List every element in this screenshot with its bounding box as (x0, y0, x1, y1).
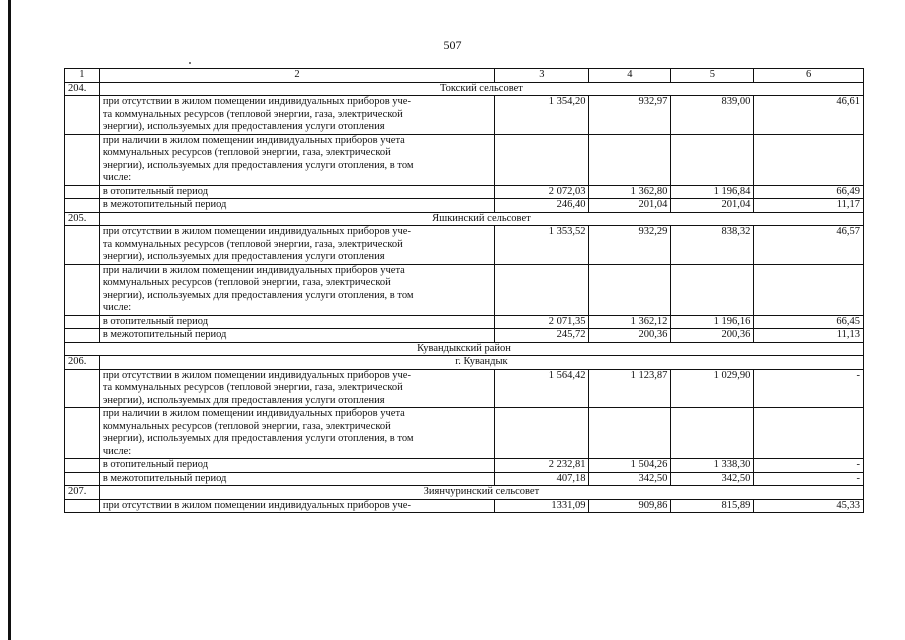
value-cell-col4: 932,29 (589, 226, 671, 265)
value-cell-col5: 839,00 (671, 96, 754, 135)
value-cell-col4: 909,86 (589, 499, 671, 513)
value-cell-col3: 1331,09 (495, 499, 589, 513)
text-line: числе: (102, 302, 132, 313)
empty-value-cell (589, 264, 671, 315)
text-line: при наличии в жилом помещении индивидуальных приборов учета (102, 134, 405, 146)
description-with-meters (99, 264, 494, 315)
section-name: Токский сельсовет (99, 82, 863, 96)
value-cell-col6: 45,33 (754, 499, 864, 513)
empty-value-cell (671, 408, 754, 459)
scan-speck (189, 62, 191, 64)
tariff-table (64, 68, 864, 513)
value-cell-col6: 46,61 (754, 96, 864, 135)
value-cell-col5: 1 029,90 (671, 369, 754, 408)
description-without-meters (99, 226, 494, 265)
empty-value-cell (495, 264, 589, 315)
value-cell-col5: 342,50 (671, 472, 754, 486)
heating-period-label: в отопительный период (99, 315, 494, 329)
text-line: при отсутствии в жилом помещении индивидуальных приборов уче- (102, 369, 411, 381)
empty-number-cell (65, 185, 100, 199)
value-cell-col6: 11,17 (754, 199, 864, 213)
value-cell-col3: 1 354,20 (495, 96, 589, 135)
description-without-meters (99, 369, 494, 408)
column-number-header (65, 69, 864, 83)
empty-value-cell (495, 408, 589, 459)
value-cell-col4: 1 504,26 (589, 459, 671, 473)
section-number: 205. (65, 212, 100, 226)
table-body (65, 69, 864, 513)
empty-value-cell (671, 264, 754, 315)
section-header-row (65, 486, 864, 500)
description-without-meters (99, 96, 494, 135)
value-cell-col5: 1 196,84 (671, 185, 754, 199)
row-with-meters (65, 408, 864, 459)
text-line: коммунальных ресурсов (тепловой энергии, газа, электрической (102, 420, 391, 432)
description-with-meters (99, 408, 494, 459)
value-cell-col5: 1 196,16 (671, 315, 754, 329)
empty-number-cell (65, 264, 100, 315)
section-number: 204. (65, 82, 100, 96)
empty-value-cell (754, 264, 864, 315)
empty-number-cell (65, 315, 100, 329)
column-number-1: 1 (65, 69, 100, 83)
text-line: при наличии в жилом помещении индивидуальных приборов учета (102, 264, 405, 276)
binding-margin-rule (8, 0, 11, 640)
heating-period-label: в отопительный период (99, 459, 494, 473)
value-cell-col3: 407,18 (495, 472, 589, 486)
value-cell-col6: - (754, 472, 864, 486)
empty-value-cell (495, 134, 589, 185)
text-line: энергии), используемых для предоставления услуги отопления (102, 394, 385, 406)
value-cell-col6: 46,57 (754, 226, 864, 265)
row-without-meters-partial (65, 499, 864, 513)
empty-number-cell (65, 226, 100, 265)
text-line: та коммунальных ресурсов (тепловой энергии, газа, электрической (102, 238, 403, 250)
empty-number-cell (65, 459, 100, 473)
page-number: 507 (443, 38, 462, 52)
column-number-2: 2 (99, 69, 494, 83)
value-cell-col6: - (754, 369, 864, 408)
empty-number-cell (65, 369, 100, 408)
empty-number-cell (65, 499, 100, 513)
column-number-3: 3 (495, 69, 589, 83)
district-row (65, 342, 864, 356)
row-without-meters (65, 369, 864, 408)
heating-period-label: в отопительный период (99, 185, 494, 199)
empty-value-cell (754, 408, 864, 459)
section-number: 206. (65, 356, 100, 370)
value-cell-col4: 932,97 (589, 96, 671, 135)
text-line: при отсутствии в жилом помещении индивидуальных приборов уче- (102, 96, 411, 107)
empty-value-cell (754, 134, 864, 185)
empty-value-cell (671, 134, 754, 185)
value-cell-col4: 201,04 (589, 199, 671, 213)
value-cell-col4: 1 362,12 (589, 315, 671, 329)
section-header-row (65, 82, 864, 96)
text-line: коммунальных ресурсов (тепловой энергии, газа, электрической (102, 277, 391, 288)
section-name: г. Кувандык (99, 356, 863, 370)
text-line: та коммунальных ресурсов (тепловой энергии, газа, электрической (102, 108, 403, 120)
row-with-meters (65, 264, 864, 315)
column-number-5: 5 (671, 69, 754, 83)
empty-number-cell (65, 408, 100, 459)
value-cell-col3: 2 232,81 (495, 459, 589, 473)
row-interheating-period (65, 199, 864, 213)
value-cell-col5: 838,32 (671, 226, 754, 265)
empty-number-cell (65, 329, 100, 343)
interheating-period-label: в межотопительный период (99, 472, 494, 486)
value-cell-col5: 815,89 (671, 499, 754, 513)
section-header-row (65, 356, 864, 370)
value-cell-col5: 201,04 (671, 199, 754, 213)
empty-number-cell (65, 199, 100, 213)
empty-number-cell (65, 134, 100, 185)
row-interheating-period (65, 472, 864, 486)
interheating-period-label: в межотопительный период (99, 329, 494, 343)
text-line: коммунальных ресурсов (тепловой энергии, газа, электрической (102, 147, 391, 158)
row-heating-period (65, 315, 864, 329)
description-with-meters (99, 134, 494, 185)
value-cell-col3: 2 071,35 (495, 315, 589, 329)
row-without-meters (65, 96, 864, 135)
value-cell-col6: 11,13 (754, 329, 864, 343)
value-cell-col4: 1 123,87 (589, 369, 671, 408)
value-cell-col4: 200,36 (589, 329, 671, 343)
value-cell-col6: 66,45 (754, 315, 864, 329)
value-cell-col3: 1 353,52 (495, 226, 589, 265)
row-heating-period (65, 185, 864, 199)
section-number: 207. (65, 486, 100, 500)
empty-number-cell (65, 96, 100, 135)
value-cell-col3: 2 072,03 (495, 185, 589, 199)
text-line: та коммунальных ресурсов (тепловой энергии, газа, электрической (102, 382, 403, 393)
value-cell-col3: 246,40 (495, 199, 589, 213)
section-header-row (65, 212, 864, 226)
district-name: Кувандыкский район (65, 342, 864, 356)
empty-value-cell (589, 134, 671, 185)
text-line: энергии), используемых для предоставления услуги отопления (102, 251, 385, 262)
value-cell-col4: 342,50 (589, 472, 671, 486)
value-cell-col5: 200,36 (671, 329, 754, 343)
empty-value-cell (589, 408, 671, 459)
section-name: Зиянчуринский сельсовет (99, 486, 863, 500)
value-cell-col6: - (754, 459, 864, 473)
column-number-6: 6 (754, 69, 864, 83)
text-line: числе: (102, 445, 132, 457)
empty-number-cell (65, 472, 100, 486)
description-partial-line: при отсутствии в жилом помещении индивидуальных приборов уче- (99, 499, 494, 513)
text-line: энергии), используемых для предоставления услуги отопления (102, 121, 385, 132)
row-with-meters (65, 134, 864, 185)
text-line: энергии), используемых для предоставления услуги отопления, в том (102, 433, 414, 444)
text-line: энергии), используемых для предоставления услуги отопления, в том (102, 159, 414, 171)
row-heating-period (65, 459, 864, 473)
value-cell-col5: 1 338,30 (671, 459, 754, 473)
text-line: при отсутствии в жилом помещении индивидуальных приборов уче- (102, 226, 411, 237)
text-line: числе: (102, 172, 132, 183)
row-interheating-period (65, 329, 864, 343)
column-number-4: 4 (589, 69, 671, 83)
text-line: энергии), используемых для предоставления услуги отопления, в том (102, 289, 414, 301)
value-cell-col4: 1 362,80 (589, 185, 671, 199)
section-name: Яшкинский сельсовет (99, 212, 863, 226)
interheating-period-label: в межотопительный период (99, 199, 494, 213)
value-cell-col3: 245,72 (495, 329, 589, 343)
value-cell-col6: 66,49 (754, 185, 864, 199)
row-without-meters (65, 226, 864, 265)
text-line: при наличии в жилом помещении индивидуальных приборов учета (102, 408, 405, 419)
value-cell-col3: 1 564,42 (495, 369, 589, 408)
